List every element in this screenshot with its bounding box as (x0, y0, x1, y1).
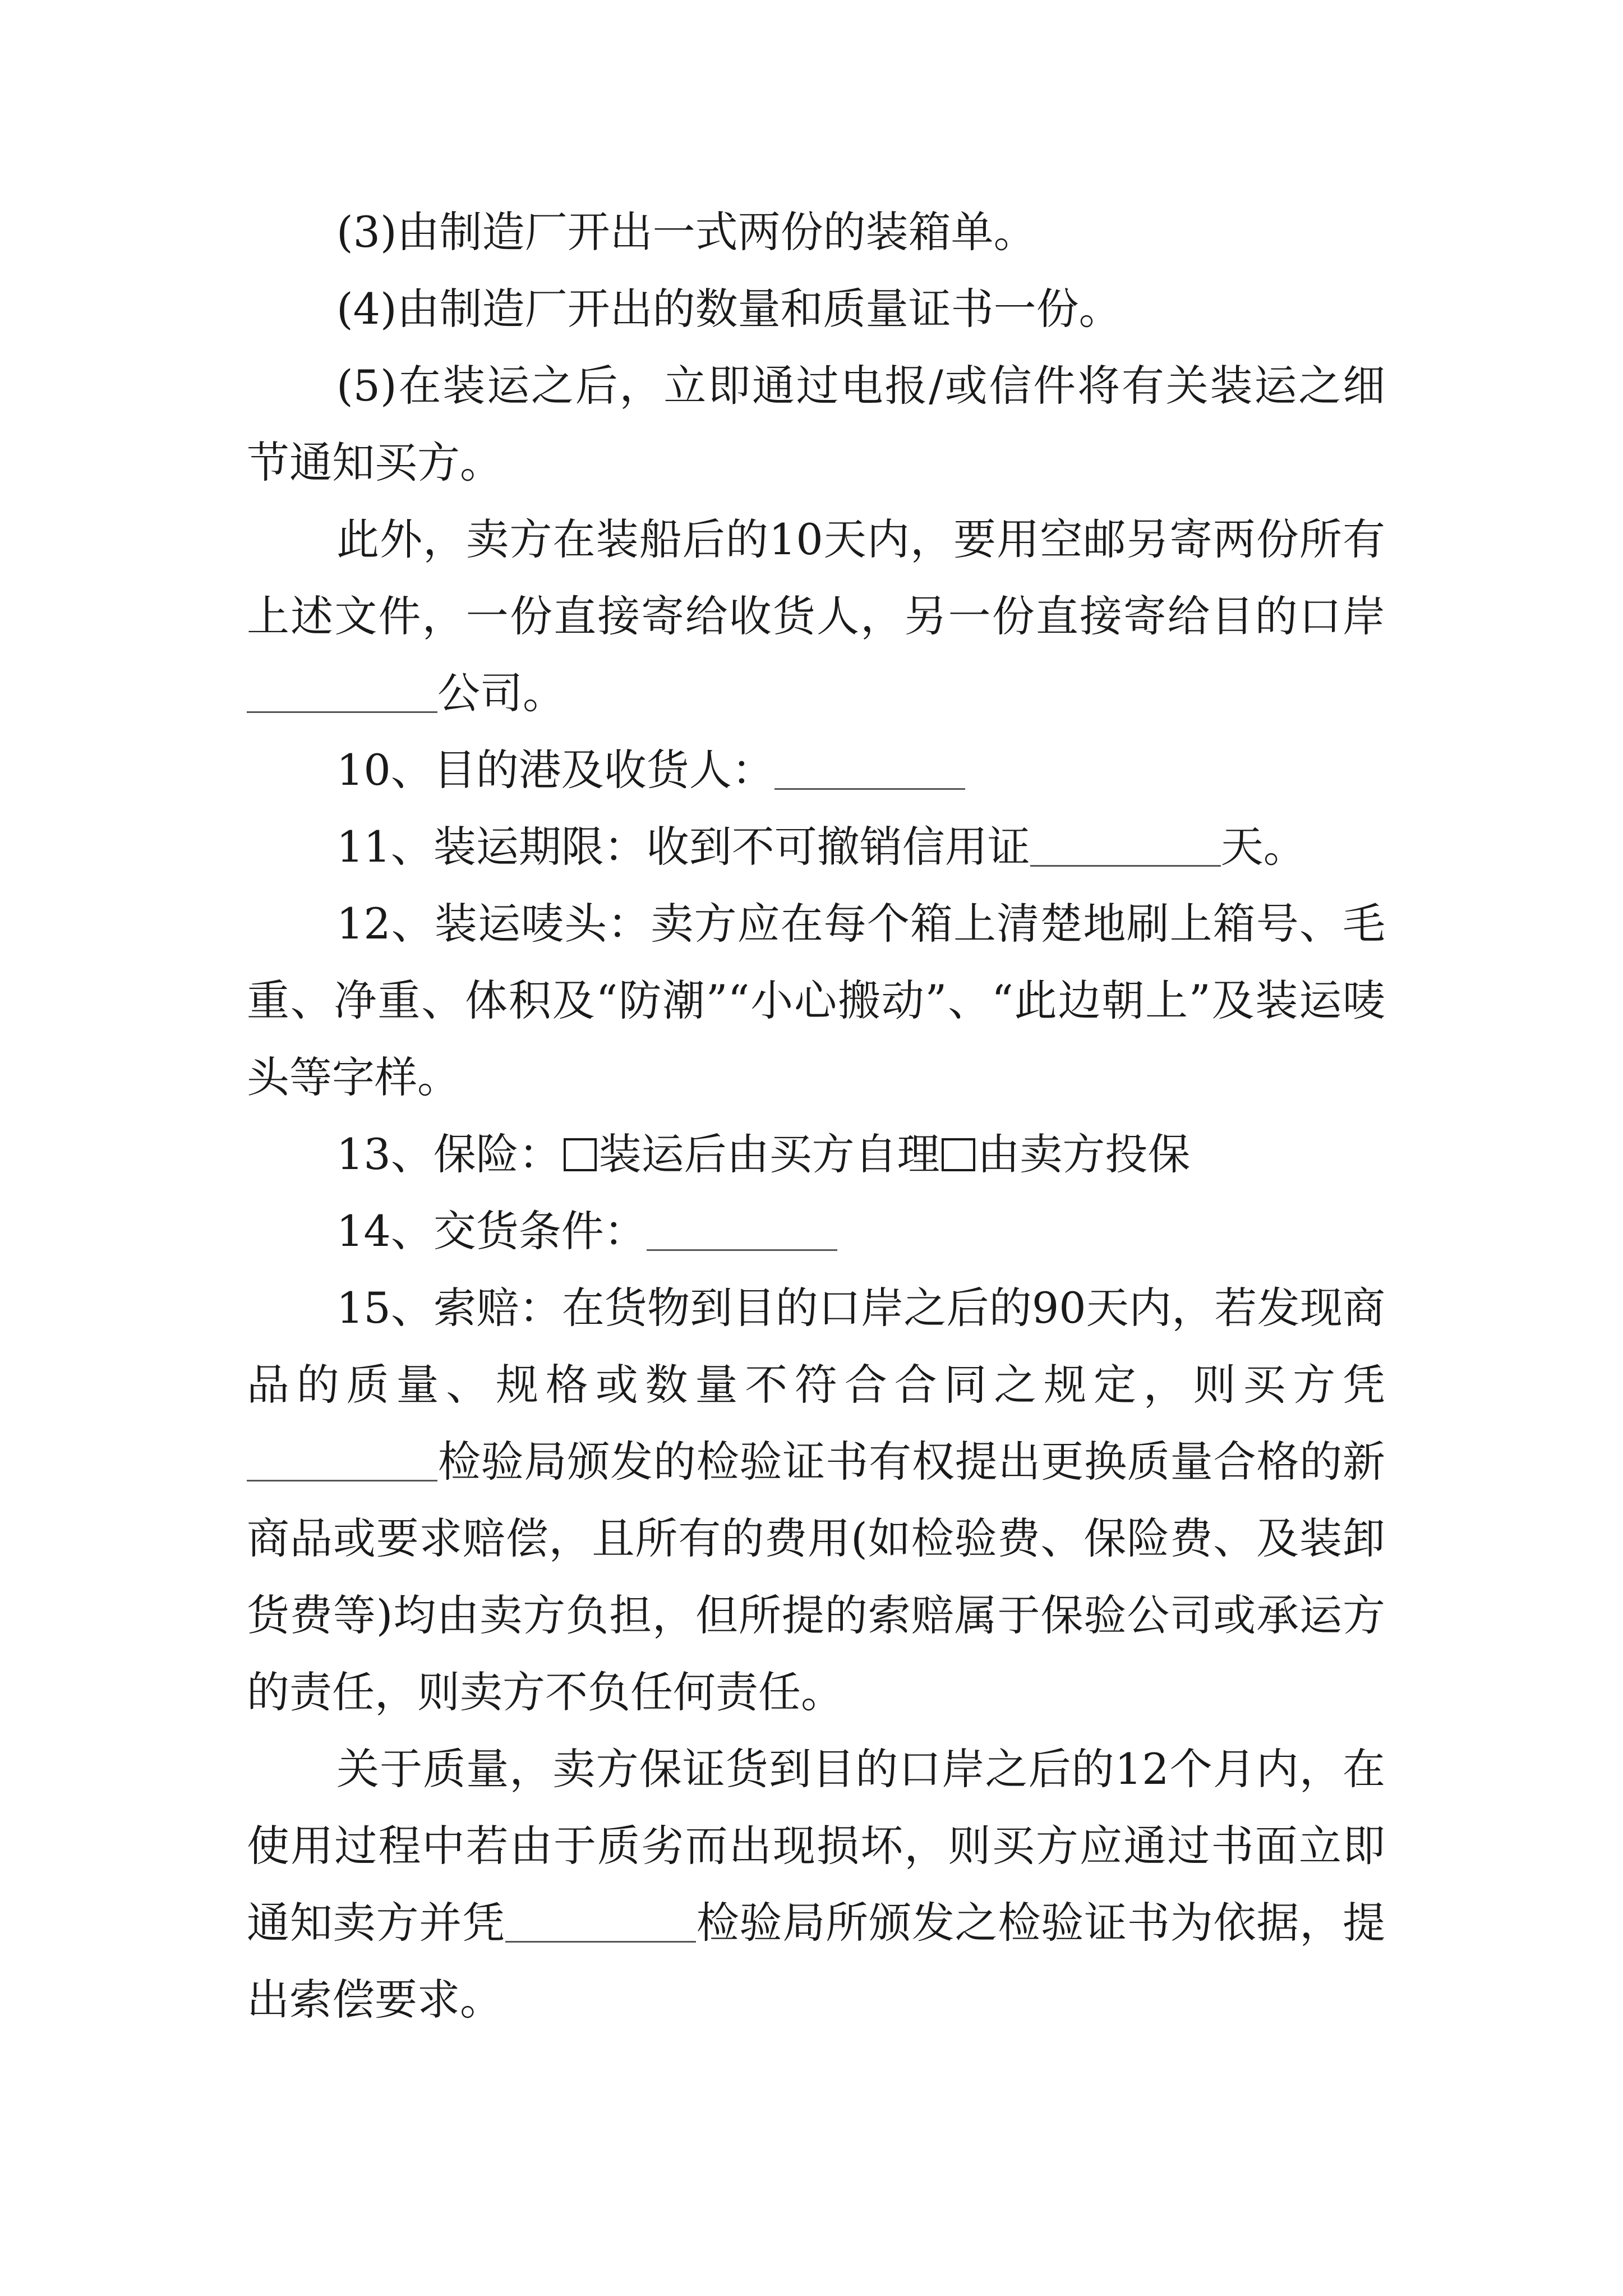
fill-blank-shipment-days[interactable] (1030, 822, 1221, 867)
clause-13-insurance (247, 1116, 1385, 1193)
clause-11-shipment-period (247, 808, 1385, 885)
clause-text: 13、保险： (336, 1129, 561, 1179)
fill-blank-quality-inspection-bureau[interactable] (505, 1898, 696, 1943)
paragraph-text: 公司。 (437, 668, 565, 718)
clause-text: 10、目的港及收货人： (336, 745, 774, 795)
insurance-buyer-checkbox[interactable] (564, 1138, 597, 1171)
clause-text: 检验局颁发的检验证书有权提出更换质量合格的新商品或要求赔偿，且所有的费用(如检验费、保险费、及装卸货费等)均由卖方负担，但所提的索赔属于保验公司或承运方的责任，则卖方不负任何责任。 (247, 1437, 1385, 1717)
paragraph-quality-guarantee (247, 1731, 1385, 2038)
paragraph-text: 此外，卖方在装船后的10天内，要用空邮另寄两份所有上述文件，一份直接寄给收货人，另一份直接寄给目的口岸 (247, 514, 1385, 641)
paragraph-document-mailing (247, 501, 1385, 731)
paragraph-text: (5)在装运之后，立即通过电报/或信件将有关装运之细节通知买方。 (247, 361, 1385, 487)
clause-10-destination-port (247, 731, 1385, 808)
clause-text: 14、交货条件： (336, 1206, 647, 1256)
paragraph-item-3 (247, 194, 1385, 270)
clause-12-shipping-marks (247, 885, 1385, 1116)
clause-14-delivery-terms (247, 1193, 1385, 1269)
clause-15-claims (247, 1269, 1385, 1731)
document-page (247, 194, 1385, 2038)
fill-blank-destination-company[interactable] (247, 669, 437, 713)
clause-text: 12、装运唛头：卖方应在每个箱上清楚地刷上箱号、毛重、净重、体积及“防潮”“小心搬动”、“此边朝上”及装运唛头等字样。 (247, 899, 1385, 1102)
fill-blank-inspection-bureau[interactable] (247, 1437, 437, 1481)
paragraph-text: 关于质量，卖方保证货到目的口岸之后的12个月内，在使用过程中若由于质劣而出现损坏，则买方应通过书面立即通知卖方并凭 (247, 1744, 1385, 1948)
fill-blank-delivery-terms[interactable] (647, 1207, 837, 1251)
paragraph-item-5 (247, 347, 1385, 501)
paragraph-text: 检验局所颁发之检验证书为依据，提出索偿要求。 (247, 1898, 1386, 2024)
paragraph-item-4 (247, 270, 1385, 347)
clause-text: 天。 (1220, 822, 1306, 872)
insurance-seller-checkbox[interactable] (942, 1138, 975, 1171)
paragraph-text: (4)由制造厂开出的数量和质量证书一份。 (336, 284, 1122, 334)
clause-text: 11、装运期限：收到不可撤销信用证 (336, 822, 1030, 872)
option-label: 装运后由买方自理 (598, 1129, 940, 1179)
option-label: 由卖方投保 (977, 1129, 1191, 1179)
paragraph-text: (3)由制造厂开出一式两份的装箱单。 (336, 207, 1036, 257)
clause-text: 15、索赔：在货物到目的口岸之后的90天内，若发现商品的质量、规格或数量不符合合同之规定，则买方凭 (247, 1283, 1385, 1410)
fill-blank-destination-port[interactable] (774, 746, 965, 790)
